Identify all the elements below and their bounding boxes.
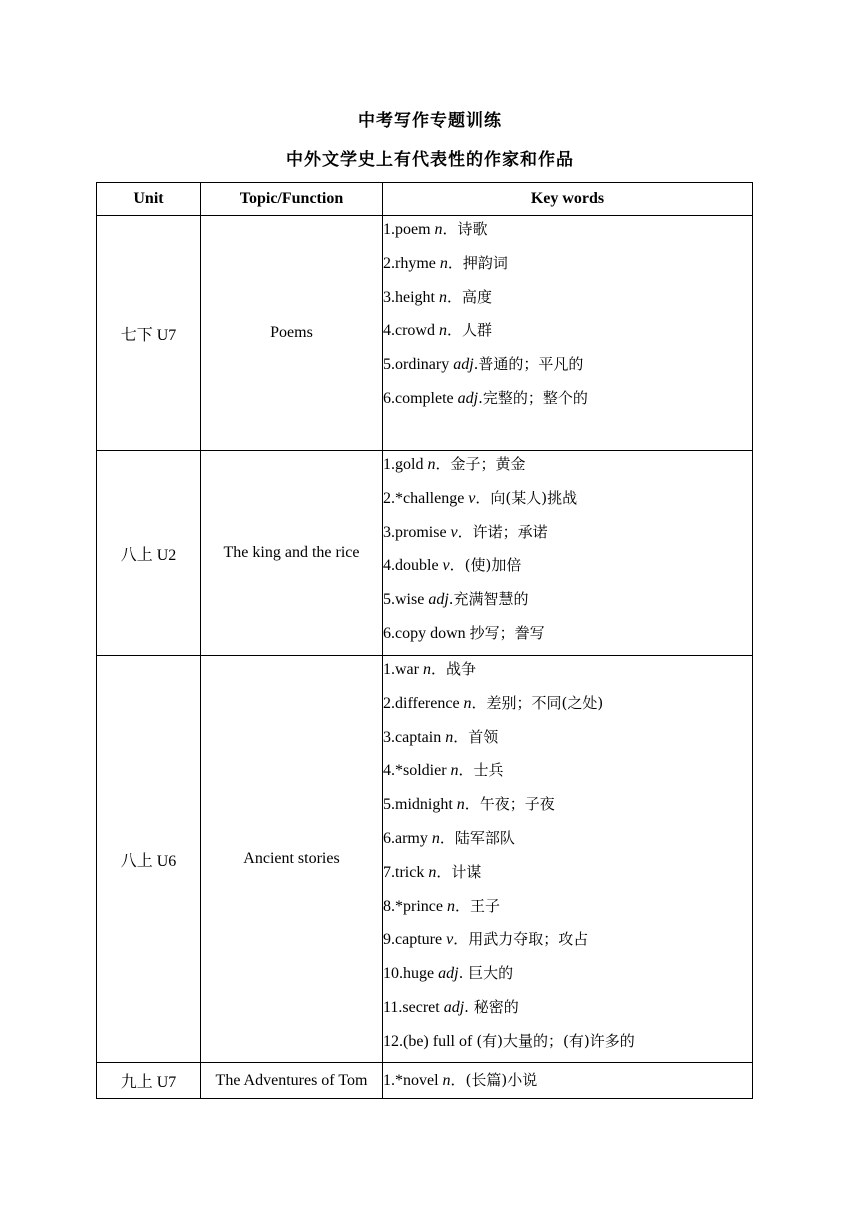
key-word-number: 5.	[383, 356, 395, 374]
key-word-term: complete	[395, 389, 458, 407]
key-word-number: 6.	[383, 829, 395, 847]
part-of-speech: adj	[428, 591, 449, 609]
key-word-number: 2.	[383, 254, 395, 272]
key-word-term: *novel	[395, 1072, 443, 1089]
key-word-term: secret	[402, 998, 444, 1016]
topic-cell: The Adventures of Tom	[201, 1063, 383, 1099]
key-word-term: promise	[395, 523, 451, 541]
key-word-term: poem	[395, 221, 435, 238]
key-word-gloss: .完整的；整个的	[478, 388, 588, 407]
part-of-speech: adj	[457, 389, 479, 407]
key-word-gloss: ．差别；不同(之处)	[471, 693, 604, 712]
key-word-gloss: ．陆军部队	[439, 828, 515, 847]
key-word-item	[383, 385, 752, 419]
key-word-number: 9.	[383, 931, 395, 949]
key-word-item	[383, 791, 752, 825]
key-word-term: difference	[395, 694, 464, 712]
header-key-words: Key words	[383, 183, 753, 216]
key-word-gloss: ．午夜；子夜	[464, 795, 555, 814]
key-words-cell	[383, 216, 753, 451]
key-word-term: captain	[395, 728, 446, 746]
key-word-gloss: (有)大量的；(有)许多的	[476, 1031, 635, 1050]
part-of-speech: n	[450, 762, 459, 780]
key-word-item	[383, 620, 752, 654]
key-word-term: capture	[395, 931, 447, 949]
topic-cell: Ancient stories	[201, 656, 383, 1063]
key-word-term: rhyme	[395, 254, 440, 272]
key-word-number: 5.	[383, 591, 395, 609]
key-word-item	[383, 284, 752, 318]
key-word-term: copy down	[395, 624, 470, 642]
part-of-speech: n	[431, 829, 440, 847]
key-word-gloss: ．人群	[446, 321, 492, 340]
part-of-speech: n	[439, 254, 448, 272]
key-word-gloss: ．用武力夺取；攻占	[453, 930, 589, 949]
part-of-speech: n	[438, 322, 447, 340]
key-word-item	[383, 451, 752, 485]
part-of-speech: n	[463, 694, 472, 712]
key-word-item	[383, 552, 752, 586]
key-word-item	[383, 926, 752, 960]
key-word-number: 11.	[383, 998, 403, 1016]
part-of-speech: v	[442, 557, 450, 575]
key-word-number: 8.	[383, 897, 395, 915]
header-unit: Unit	[97, 183, 201, 216]
key-word-number: 1.	[383, 456, 395, 473]
key-word-term: huge	[403, 965, 439, 983]
table-header-row	[97, 183, 753, 216]
key-word-gloss: ．首领	[453, 727, 499, 746]
key-word-item	[383, 351, 752, 385]
key-word-item	[383, 586, 752, 620]
key-word-number: 12.	[383, 1032, 403, 1050]
key-words-cell	[383, 1063, 753, 1099]
key-word-number: 2.	[383, 694, 395, 712]
key-word-gloss: ．战争	[430, 660, 476, 678]
key-word-term: double	[395, 557, 443, 575]
table-row	[97, 451, 753, 656]
key-word-term: *soldier	[395, 762, 451, 780]
part-of-speech: v	[468, 489, 476, 507]
key-word-term: height	[395, 288, 439, 306]
unit-cell: 八上 U2	[97, 451, 201, 656]
table-row	[97, 1063, 753, 1099]
key-word-item	[383, 656, 752, 690]
key-word-number: 4.	[383, 762, 395, 780]
part-of-speech: adj	[438, 965, 459, 983]
key-word-term: wise	[395, 591, 429, 609]
part-of-speech: n	[428, 863, 437, 881]
table-row	[97, 216, 753, 451]
key-word-item	[383, 960, 752, 994]
key-word-number: 3.	[383, 728, 395, 746]
key-word-item	[383, 485, 752, 519]
part-of-speech: n	[434, 221, 443, 238]
key-word-term: midnight	[395, 796, 457, 814]
doc-subtitle: 中外文学史上有代表性的作家和作品	[286, 150, 574, 170]
key-word-gloss: ．向(某人)挑战	[475, 488, 578, 507]
part-of-speech: n	[422, 661, 431, 678]
key-word-item	[383, 859, 752, 893]
topic-cell: Poems	[201, 216, 383, 451]
unit-cell: 八上 U6	[97, 656, 201, 1063]
part-of-speech: n	[445, 728, 454, 746]
key-word-term: crowd	[395, 322, 439, 340]
key-word-item	[383, 317, 752, 351]
key-word-item	[383, 1028, 752, 1062]
key-word-number: 6.	[383, 624, 395, 642]
key-word-gloss: . 巨大的	[458, 964, 514, 983]
unit-cell: 七下 U7	[97, 216, 201, 451]
part-of-speech: n	[442, 1072, 451, 1089]
key-word-gloss: ．金子；黄金	[435, 455, 526, 473]
key-word-item	[383, 825, 752, 859]
key-word-number: 10.	[383, 965, 403, 983]
key-word-term: (be) full of	[403, 1032, 477, 1050]
key-word-term: *prince	[395, 897, 447, 915]
part-of-speech: n	[427, 456, 436, 473]
unit-cell: 九上 U7	[97, 1063, 201, 1099]
key-words-cell	[383, 656, 753, 1063]
key-word-number: 3.	[383, 523, 395, 541]
key-word-gloss: ．士兵	[458, 761, 504, 780]
key-word-number: 3.	[383, 288, 395, 306]
key-word-gloss: ．(长篇)小说	[450, 1071, 538, 1089]
key-word-number: 2.	[383, 489, 395, 507]
key-word-number: 1.	[383, 661, 395, 678]
part-of-speech: n	[439, 288, 447, 306]
key-word-item	[383, 994, 752, 1028]
key-word-number: 7.	[383, 863, 395, 881]
doc-title: 中考写作专题训练	[358, 111, 502, 131]
table-row	[97, 656, 753, 1063]
key-word-gloss: .普通的；平凡的	[473, 355, 584, 374]
key-word-number: 5.	[383, 796, 395, 814]
key-word-term: army	[395, 829, 432, 847]
key-word-gloss: ．王子	[454, 896, 500, 915]
part-of-speech: n	[446, 897, 455, 915]
key-word-item	[383, 724, 752, 758]
part-of-speech: v	[450, 523, 458, 541]
part-of-speech: n	[456, 796, 465, 814]
key-word-item	[383, 690, 752, 724]
key-word-gloss: . 秘密的	[464, 997, 519, 1016]
key-word-gloss: ．诗歌	[442, 220, 488, 238]
key-word-number: 4.	[383, 322, 395, 340]
part-of-speech: adj	[453, 356, 474, 374]
key-word-gloss: ．高度	[447, 287, 493, 306]
header-topic: Topic/Function	[201, 183, 383, 216]
key-word-term: war	[395, 661, 423, 678]
key-word-number: 1.	[383, 221, 395, 238]
key-word-number: 1.	[383, 1072, 395, 1089]
key-word-term: trick	[395, 863, 429, 881]
key-words-table	[96, 182, 753, 1099]
key-word-term: gold	[395, 456, 428, 473]
topic-cell: The king and the rice	[201, 451, 383, 656]
key-word-item	[383, 216, 752, 250]
key-word-number: 4.	[383, 557, 395, 575]
key-word-gloss: ．(使)加倍	[449, 556, 522, 575]
key-word-term: ordinary	[395, 356, 454, 374]
key-words-cell	[383, 451, 753, 656]
key-word-gloss: ．押韵词	[447, 253, 508, 272]
part-of-speech: v	[446, 931, 454, 949]
key-word-number: 6.	[383, 389, 395, 407]
key-word-gloss: .充满智慧的	[448, 590, 529, 609]
part-of-speech: adj	[443, 998, 465, 1016]
key-word-gloss: ．许诺；承诺	[457, 522, 548, 541]
key-word-gloss: ．计谋	[436, 862, 482, 881]
key-word-gloss: 抄写；誊写	[469, 623, 545, 642]
key-word-item	[383, 519, 752, 553]
key-word-item	[383, 893, 752, 927]
key-word-item	[383, 757, 752, 791]
key-word-item	[383, 250, 752, 284]
key-word-term: *challenge	[395, 489, 469, 507]
key-word-item	[383, 1067, 752, 1094]
